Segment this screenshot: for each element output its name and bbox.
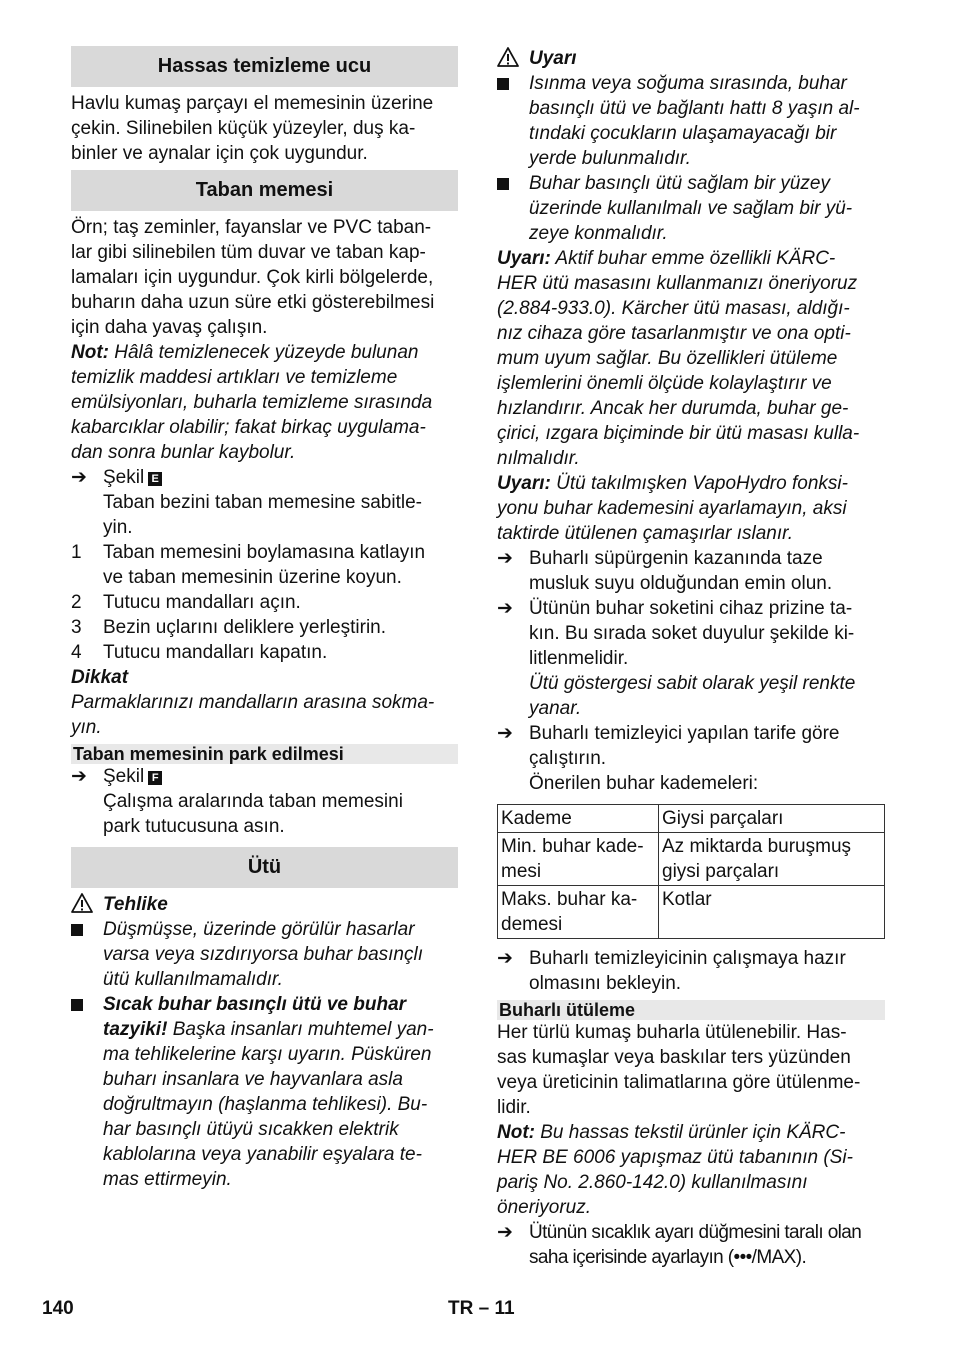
bullet-square-icon (497, 78, 509, 90)
figure-f-label: F (148, 771, 162, 785)
arrow-icon: ➔ (71, 766, 87, 787)
table-cell: Min. buhar kade- mesi (498, 833, 659, 886)
step-item: 2 Tutucu mandalları açın. (71, 592, 301, 613)
table-cell: Maks. buhar ka- demesi (498, 886, 659, 939)
arrow-icon: ➔ (497, 548, 513, 569)
bullet-square-icon (71, 999, 83, 1011)
arrow-icon: ➔ (497, 1222, 513, 1243)
bullet-item: Düşmüşse, üzerinde görülür hasarlar varsa veya sızdırıyorsa buhar basınçlı ütü kullanılmamalıdır. (71, 917, 458, 992)
language-page-label: TR – 11 (448, 1298, 515, 1319)
arrow-item: ➔ Ütünün buhar soketini cihaz prizine ta- kın. Bu sırada soket duyulur şekilde ki- litlenmelidir. Ütü göstergesi sabit olarak yeşil renkte yanar. (497, 598, 856, 719)
danger-heading: Tehlike (71, 892, 458, 917)
bullet-item: Buhar basınçlı ütü sağlam bir yüzey üzerinde kullanılmalı ve sağlam bir yü- zeye konmalıdır. (497, 171, 885, 246)
caution-text: Parmaklarınızı mandalların arasına sokma- yın. (71, 692, 435, 738)
caution-label: Dikkat (71, 667, 129, 688)
table-header-cell: Giysi parçaları (659, 805, 885, 833)
note-ironing-board: Uyarı: Aktif buhar emme özellikli KÄRC- HER ütü masasını kullanmanızı öneriyoruz (2.884-933.0). Kärcher ütü masası, aldığı- nız cihaza göre tasarlanmıştır ve ona opti- mum uyum sağlar. Bu özellikleri ütüleme işlemlerini önemli ölçüde kolaylaştırır ve hızlandırır. Ancak her durumda, buhar ge- çirici, ızgara biçiminde bir ütü masası kulla- nılmalıdır. (497, 248, 860, 469)
figure-reference-e: ➔ Şekil E (71, 465, 458, 490)
subsection-heading-steam-ironing: Buharlı ütüleme (497, 1000, 885, 1020)
table-row (498, 833, 885, 886)
warning-heading: Uyarı (497, 46, 885, 71)
figure-e-label: E (148, 472, 162, 486)
page-number: 140 (42, 1298, 74, 1319)
section-heading-floor-nozzle: Taban memesi (71, 170, 458, 211)
note: Not: Bu hassas tekstil ürünler için KÄRC- HER BE 6006 yapışmaz ütü tabanının (Si- pariş No. 2.860-142.0) kullanılmasını öneriyoruz. (497, 1122, 853, 1218)
arrow-icon: ➔ (71, 467, 87, 488)
paragraph: Örn; taş zeminler, fayanslar ve PVC taban- lar gibi silinebilen tüm duvar ve taban kap- lamaları için uygundur. Çok kirli bölgelerde, buharın daha uzun süre etki gösterebilmesi için daha yavaş çalışın. (71, 217, 435, 338)
arrow-icon: ➔ (497, 948, 513, 969)
bullet-item: Sıcak buhar basınçlı ütü ve buhar tazyiki! Başka insanları muhtemel yan- ma tehlikelerine karşı uyarın. Püsküren buharı insanlara ve hayvanlara asla doğrultmayın (haşlanma tehlikesi). Bu- har basınçlı ütüyü sıcakken elektrik kablolarına veya yanabilir eşyalara te- mas ettirmeyin. (71, 992, 458, 1192)
arrow-icon: ➔ (497, 723, 513, 744)
table-header-row (498, 805, 885, 833)
section-heading-iron: Ütü (71, 847, 458, 888)
arrow-icon: ➔ (497, 598, 513, 619)
table-cell: Az miktarda buruşmuş giysi parçaları (659, 833, 885, 886)
arrow-item: ➔ Ütünün sıcaklık ayarı düğmesini taralı olan saha içerisinde ayarlayın (•••/MAX). (497, 1222, 862, 1268)
steam-level-table (497, 804, 885, 939)
left-column (71, 46, 458, 1192)
section-heading-fine-nozzle: Hassas temizleme ucu (71, 46, 458, 87)
table-row (498, 886, 885, 939)
instruction-text: Çalışma aralarında taban memesini park tutucusuna asın. (103, 791, 403, 837)
warning-triangle-icon (71, 893, 93, 913)
table-header-cell: Kademe (498, 805, 659, 833)
subsection-heading-parking: Taban memesinin park edilmesi (71, 744, 458, 764)
right-column (497, 46, 885, 1270)
step-item: 4 Tutucu mandalları kapatın. (71, 642, 328, 663)
note-vapohydro: Uyarı: Ütü takılmışken VapoHydro fonksi- yonu buhar kademesini ayarlamayın, aksi taktirde ütülenen çamaşırlar ıslanır. (497, 473, 848, 544)
bullet-square-icon (497, 178, 509, 190)
paragraph: Her türlü kumaş buharla ütülenebilir. Has- sas kumaşlar veya baskılar ters yüzünden veya üreticinin talimatlarına göre ütülenme- lidir. (497, 1022, 861, 1118)
figure-reference-f: ➔ Şekil F (71, 764, 458, 789)
bullet-item: Isınma veya soğuma sırasında, buhar basınçlı ütü ve bağlantı hattı 8 yaşın al- tındaki çocukların ulaşamayacağı bir yerde bulunmalıdır. (497, 71, 885, 171)
warning-triangle-icon (497, 47, 519, 67)
bullet-square-icon (71, 924, 83, 936)
arrow-item: ➔ Buharlı süpürgenin kazanında taze musluk suyu olduğundan emin olun. (497, 548, 833, 594)
note: Not: Hâlâ temizlenecek yüzeyde bulunan temizlik maddesi artıkları ve temizleme emülsiyonları, buharla temizleme sırasında kabarcıklar olabilir; fakat birkaç uygulama- dan sonra bunlar kaybolur. (71, 342, 433, 463)
arrow-item: ➔ Buharlı temizleyici yapılan tarife göre çalıştırın. Önerilen buhar kademeleri: (497, 723, 840, 794)
arrow-item: ➔ Buharlı temizleyicinin çalışmaya hazır olmasını bekleyin. (497, 948, 846, 994)
paragraph: Havlu kumaş parçayı el memesinin üzerine çekin. Silinebilen küçük yüzeyler, duş ka- binler ve aynalar için çok uygundur. (71, 93, 434, 164)
instruction-text: Taban bezini taban memesine sabitle- yin. (103, 492, 422, 538)
step-item: 3 Bezin uçlarını deliklere yerleştirin. (71, 617, 387, 638)
step-item: 1 Taban memesini boylamasına katlayın ve taban memesinin üzerine koyun. (71, 542, 426, 588)
table-cell: Kotlar (659, 886, 885, 939)
